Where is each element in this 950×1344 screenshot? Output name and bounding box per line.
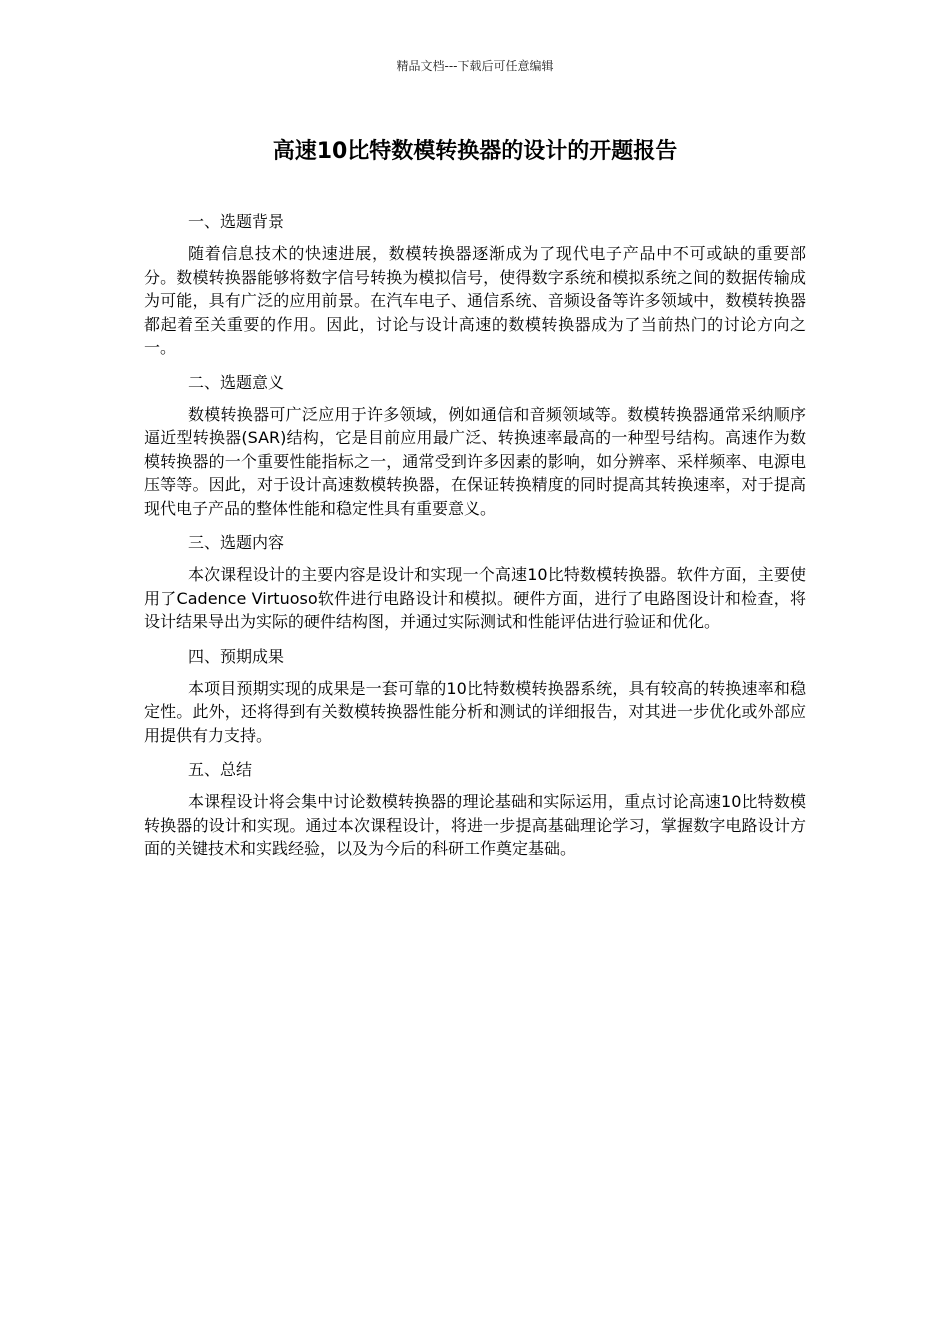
section-background bbox=[144, 210, 806, 360]
section-paragraph: 本课程设计将会集中讨论数模转换器的理论基础和实际运用，重点讨论高速10比特数模转换器的设计和实现。通过本次课程设计，将进一步提高基础理论学习，掌握数字电路设计方面的关键技术和实践经验，以及为今后的科研工作奠定基础。 bbox=[144, 792, 806, 858]
section-paragraph: 本次课程设计的主要内容是设计和实现一个高速10比特数模转换器。软件方面，主要使用了Cadence Virtuoso软件进行电路设计和模拟。硬件方面，进行了电路图设计和检查，将设计结果导出为实际的硬件结构图，并通过实际测试和性能评估进行验证和优化。 bbox=[144, 565, 806, 631]
section-paragraph: 随着信息技术的快速进展，数模转换器逐渐成为了现代电子产品中不可或缺的重要部分。数模转换器能够将数字信号转换为模拟信号，使得数字系统和模拟系统之间的数据传输成为可能，具有广泛的应用前景。在汽车电子、通信系统、音频设备等许多领域中，数模转换器都起着至关重要的作用。因此，讨论与设计高速的数模转换器成为了当前热门的讨论方向之一。 bbox=[144, 244, 806, 357]
section-heading: 五、总结 bbox=[188, 760, 253, 779]
section-content bbox=[144, 531, 806, 634]
section-expected-results bbox=[144, 645, 806, 748]
section-summary bbox=[144, 758, 806, 861]
section-significance bbox=[144, 371, 806, 521]
header-note: 精品文档---下载后可任意编辑 bbox=[396, 59, 554, 73]
section-paragraph: 数模转换器可广泛应用于许多领域，例如通信和音频领域等。数模转换器通常采纳顺序逼近型转换器(SAR)结构，它是目前应用最广泛、转换速率最高的一种型号结构。高速作为数模转换器的一个重要性能指标之一，通常受到许多因素的影响，如分辨率、采样频率、电源电压等等。因此，对于设计高速数模转换器，在保证转换精度的同时提高其转换速率，对于提高现代电子产品的整体性能和稳定性具有重要意义。 bbox=[144, 404, 806, 518]
section-heading: 二、选题意义 bbox=[188, 372, 285, 392]
section-heading: 四、预期成果 bbox=[188, 646, 285, 666]
section-heading: 一、选题背景 bbox=[188, 212, 285, 231]
document-body bbox=[144, 210, 806, 872]
section-heading: 三、选题内容 bbox=[188, 533, 285, 552]
section-paragraph: 本项目预期实现的成果是一套可靠的10比特数模转换器系统，具有较高的转换速率和稳定性。此外，还将得到有关数模转换器性能分析和测试的详细报告，对其进一步优化或外部应用提供有力支持。 bbox=[144, 678, 806, 745]
document-title: 高速10比特数模转换器的设计的开题报告 bbox=[272, 139, 678, 164]
